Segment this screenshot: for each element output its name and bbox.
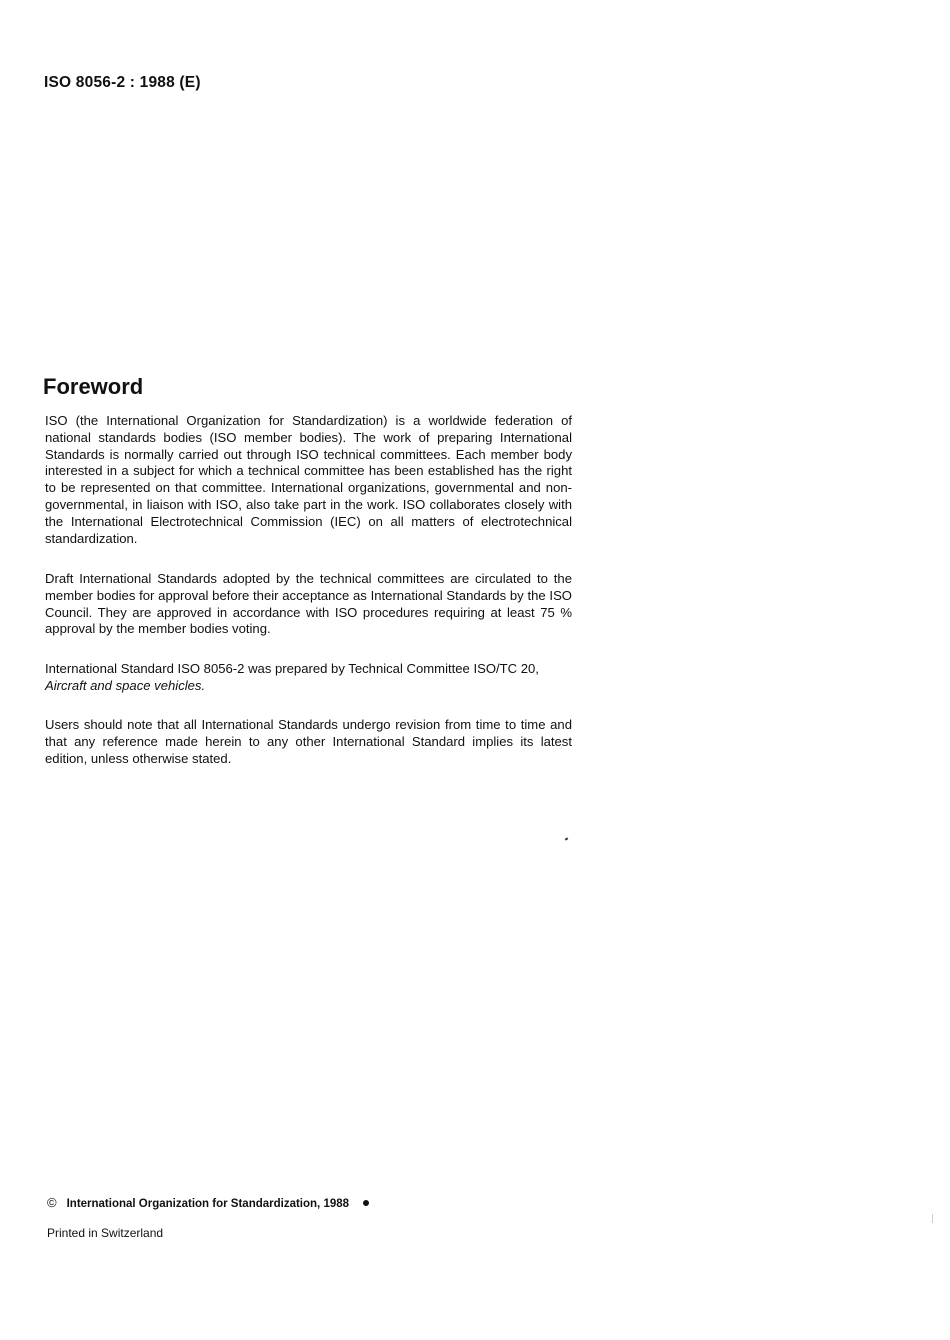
document-identifier: ISO 8056-2 : 1988 (E) bbox=[44, 74, 201, 91]
copyright-icon: © bbox=[47, 1195, 57, 1210]
scan-mark bbox=[565, 837, 569, 840]
copyright-text: International Organization for Standardization, 1988 bbox=[66, 1198, 350, 1210]
paragraph-3-text: International Standard ISO 8056-2 was prepared by Technical Committee ISO/TC 20, bbox=[45, 661, 539, 676]
foreword-heading: Foreword bbox=[43, 374, 144, 399]
foreword-paragraph-1: ISO (the International Organization for Standardization) is a worldwide federation of national standards bodies (ISO member bodies). The work of preparing International Standards is normally carried out through ISO technical committees. Each member body interested in a subject for which a technical committee has been established has the right to be represented on that committee. International organizations, governmental and non-governmental, in liaison with ISO, also take part in the work. ISO collaborates closely with the International Electrotechnical Commission (IEC) on all matters of electrotechnical standardization. bbox=[45, 413, 572, 546]
foreword-paragraph-2: Draft International Standards adopted by the technical committees are circulated to the member bodies for approval before their acceptance as International Standards by the ISO Council. They are approved in accordance with ISO procedures requiring at least 75 % approval by the member bodies voting. bbox=[45, 571, 572, 637]
bullet-icon bbox=[363, 1200, 369, 1206]
edge-mark bbox=[932, 1214, 933, 1223]
printed-location: Printed in Switzerland bbox=[47, 1226, 164, 1240]
foreword-paragraph-4: Users should note that all International Standards undergo revision from time to time and that any reference made herein to any other International Standard implies its latest edition, unless otherwise stated. bbox=[45, 717, 572, 766]
copyright-notice bbox=[47, 1195, 369, 1210]
foreword-paragraph-3 bbox=[45, 661, 572, 695]
committee-title: Aircraft and space vehicles. bbox=[45, 677, 206, 693]
